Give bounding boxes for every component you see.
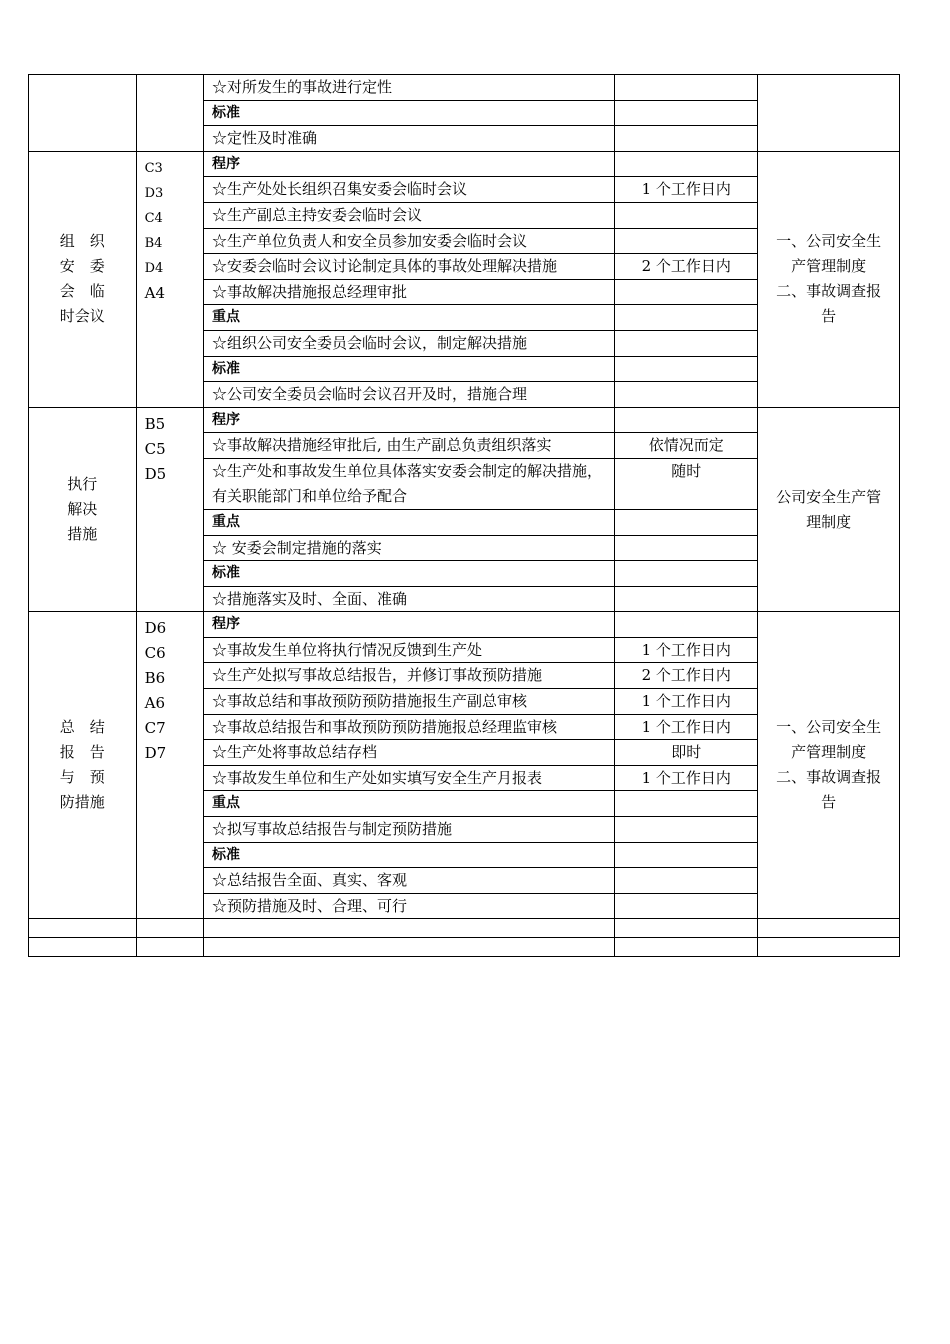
table-row [29,407,900,433]
stage-label-line: 防措施 [59,793,105,812]
procedure-item: ☆事故解决措施报总经理审批 [203,279,614,305]
stage-label [29,612,137,919]
time-limit [615,228,758,254]
procedure-item: ☆事故总结报告和事故预防预防措施报总经理监审核 [203,714,614,740]
reference-basis [758,75,900,152]
procedure-item: ☆定性及时准确 [203,126,614,152]
section-heading: 标准 [203,356,614,382]
procedure-item: ☆预防措施及时、合理、可行 [203,893,614,919]
table-row [29,612,900,638]
reference-basis [758,407,900,612]
blank-cell [615,938,758,957]
reference-basis-line: 二、事故调查报 [776,282,882,301]
section-heading: 重点 [203,791,614,817]
stage-label-line: 会 临 [59,282,105,301]
section-heading: 重点 [203,509,614,535]
step-code: C5 [144,439,166,458]
procedure-item: ☆生产处处长组织召集安委会临时会议 [203,177,614,203]
time-limit: 2 个工作日内 [615,663,758,689]
time-limit [615,842,758,868]
step-code: A6 [144,694,165,713]
reference-basis-line: 产管理制度 [791,257,867,276]
time-limit [615,868,758,894]
step-code: A4 [144,283,165,302]
time-limit: 随时 [615,458,758,509]
time-limit [615,330,758,356]
procedure-item: ☆安委会临时会议讨论制定具体的事故处理解决措施 [203,254,614,280]
stage-label-line: 总 结 [59,718,105,737]
procedure-item: ☆对所发生的事故进行定性 [203,75,614,101]
reference-basis-line: 产管理制度 [791,743,867,762]
time-limit [615,817,758,843]
reference-basis-line: 一、公司安全生 [776,232,882,251]
procedure-item: ☆生产处将事故总结存档 [203,740,614,766]
blank-cell [136,938,203,957]
time-limit: 1 个工作日内 [615,765,758,791]
stage-label [29,407,137,612]
time-limit [615,407,758,433]
time-limit [615,75,758,101]
stage-label-line: 与 预 [59,768,105,787]
reference-basis [758,151,900,407]
procedure-item: ☆生产处拟写事故总结报告，并修订事故预防措施 [203,663,614,689]
time-limit: 即时 [615,740,758,766]
time-limit [615,202,758,228]
blank-cell [758,919,900,938]
procedure-item: ☆总结报告全面、真实、客观 [203,868,614,894]
blank-cell [203,938,614,957]
step-code: B5 [144,414,166,433]
time-limit: 1 个工作日内 [615,689,758,715]
step-codes [136,612,203,919]
time-limit: 依情况而定 [615,433,758,459]
stage-label [29,151,137,407]
blank-cell [29,919,137,938]
procedure-item: ☆ 安委会制定措施的落实 [203,535,614,561]
step-codes [136,151,203,407]
table-row [29,151,900,177]
section-heading: 标准 [203,561,614,587]
stage-label-line: 安 委 [59,257,105,276]
section-heading: 标准 [203,100,614,126]
procedure-item: ☆组织公司安全委员会临时会议，制定解决措施 [203,330,614,356]
step-code: C7 [144,719,166,738]
procedure-table [28,74,900,957]
time-limit [615,126,758,152]
time-limit [615,356,758,382]
blank-row [29,938,900,957]
time-limit [615,279,758,305]
procedure-item: ☆公司安全委员会临时会议召开及时，措施合理 [203,382,614,408]
time-limit: 1 个工作日内 [615,714,758,740]
blank-cell [203,919,614,938]
step-code: D4 [144,260,164,276]
stage-label-line: 执行 [67,475,98,493]
time-limit [615,305,758,331]
time-limit [615,791,758,817]
time-limit [615,509,758,535]
blank-cell [615,919,758,938]
time-limit: 2 个工作日内 [615,254,758,280]
time-limit [615,535,758,561]
step-code: D7 [144,744,167,763]
time-limit: 1 个工作日内 [615,637,758,663]
procedure-item: ☆措施落实及时、全面、准确 [203,586,614,612]
blank-row [29,919,900,938]
reference-basis-line: 告 [821,793,837,812]
step-code: B4 [144,235,163,251]
stage-label-line: 组 织 [59,232,105,251]
procedure-table-body [29,75,900,957]
reference-basis-line: 二、事故调查报 [776,768,882,787]
reference-basis [758,612,900,919]
time-limit [615,100,758,126]
time-limit: 1 个工作日内 [615,177,758,203]
procedure-item: ☆拟写事故总结报告与制定预防措施 [203,817,614,843]
section-heading: 程序 [203,612,614,638]
procedure-item: ☆事故总结和事故预防预防措施报生产副总审核 [203,689,614,715]
stage-label [29,75,137,152]
reference-basis-line: 理制度 [806,512,852,531]
procedure-item: ☆事故发生单位将执行情况反馈到生产处 [203,637,614,663]
blank-cell [29,938,137,957]
step-code: D6 [144,619,167,638]
procedure-item: ☆生产副总主持安委会临时会议 [203,202,614,228]
table-row [29,75,900,101]
time-limit [615,586,758,612]
step-code: D5 [144,464,167,483]
stage-label-line: 解决 [67,500,98,518]
section-heading: 程序 [203,407,614,433]
procedure-item: ☆事故发生单位和生产处如实填写安全生产月报表 [203,765,614,791]
stage-label-line: 时会议 [59,307,105,326]
procedure-item: ☆生产处和事故发生单位具体落实安委会制定的解决措施，有关职能部门和单位给予配合 [203,458,614,509]
time-limit [615,561,758,587]
step-code: B6 [144,669,166,688]
stage-label-line: 报 告 [59,743,105,762]
step-code: C3 [144,160,163,176]
procedure-item: ☆事故解决措施经审批后, 由生产副总负责组织落实 [203,433,614,459]
time-limit [615,382,758,408]
time-limit [615,893,758,919]
step-code: C4 [144,210,163,226]
section-heading: 重点 [203,305,614,331]
section-heading: 程序 [203,151,614,177]
reference-basis-line: 一、公司安全生 [776,718,882,737]
reference-basis-line: 告 [821,307,837,326]
step-code: C6 [144,644,166,663]
time-limit [615,151,758,177]
step-codes [136,407,203,612]
time-limit [615,612,758,638]
section-heading: 标准 [203,842,614,868]
step-code: D3 [144,185,164,201]
blank-cell [758,938,900,957]
stage-label-line: 措施 [67,525,98,543]
procedure-item: ☆生产单位负责人和安全员参加安委会临时会议 [203,228,614,254]
blank-cell [136,919,203,938]
reference-basis-line: 公司安全生产管 [776,487,882,506]
step-codes [136,75,203,152]
